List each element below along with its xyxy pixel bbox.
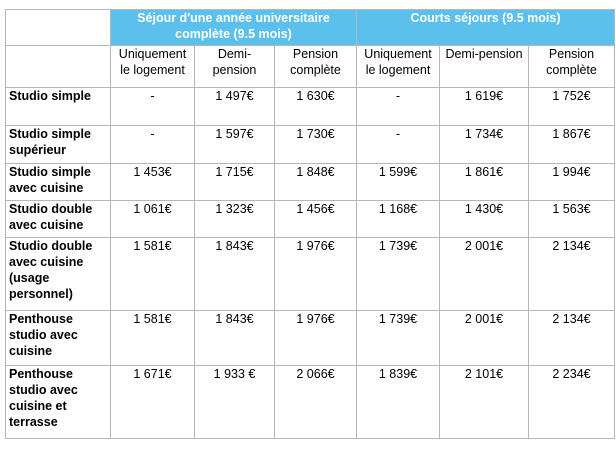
table-row — [6, 366, 615, 439]
price-cell: 1 843€ — [195, 311, 275, 366]
price-cell: - — [111, 126, 195, 164]
price-cell: 1 839€ — [357, 366, 440, 439]
price-cell: 1 430€ — [440, 201, 529, 238]
col-header-accommodation-only: Uniquement le logement — [111, 46, 195, 88]
price-cell: - — [357, 88, 440, 126]
table-row — [6, 126, 615, 164]
row-label: Studio simple avec cuisine — [6, 164, 111, 201]
price-cell: 1 597€ — [195, 126, 275, 164]
group-header-full-year: Séjour d'une année universitaire complète (9.5 mois) — [111, 10, 357, 46]
corner-cell — [6, 10, 111, 46]
col-header-accommodation-only: Uniquement le logement — [357, 46, 440, 88]
pricing-table — [5, 9, 615, 439]
price-cell: 1 630€ — [275, 88, 357, 126]
row-label: Studio double avec cuisine — [6, 201, 111, 238]
row-label: Studio simple — [6, 88, 111, 126]
price-cell: - — [357, 126, 440, 164]
price-cell: 2 234€ — [529, 366, 615, 439]
price-cell: 2 001€ — [440, 238, 529, 311]
price-cell: 1 734€ — [440, 126, 529, 164]
row-label: Studio double avec cuisine (usage personnel) — [6, 238, 111, 311]
price-cell: 1 715€ — [195, 164, 275, 201]
table-row — [6, 164, 615, 201]
price-cell: 2 134€ — [529, 311, 615, 366]
price-cell: 1 671€ — [111, 366, 195, 439]
col-header-half-board: Demi-pension — [440, 46, 529, 88]
price-cell: 1 933 € — [195, 366, 275, 439]
price-cell: 1 581€ — [111, 311, 195, 366]
price-cell: 1 061€ — [111, 201, 195, 238]
row-label: Studio simple supérieur — [6, 126, 111, 164]
price-cell: 1 739€ — [357, 311, 440, 366]
price-cell: 2 066€ — [275, 366, 357, 439]
price-cell: 1 323€ — [195, 201, 275, 238]
price-cell: 1 563€ — [529, 201, 615, 238]
price-cell: 1 453€ — [111, 164, 195, 201]
price-cell: 1 861€ — [440, 164, 529, 201]
price-cell: 1 168€ — [357, 201, 440, 238]
price-cell: 1 843€ — [195, 238, 275, 311]
row-label: Penthouse studio avec cuisine et terrasse — [6, 366, 111, 439]
price-cell: 1 739€ — [357, 238, 440, 311]
price-cell: 1 619€ — [440, 88, 529, 126]
price-cell: 1 730€ — [275, 126, 357, 164]
price-cell: 1 497€ — [195, 88, 275, 126]
corner-cell-2 — [6, 46, 111, 88]
group-header-short-stay: Courts séjours (9.5 mois) — [357, 10, 615, 46]
price-cell: 1 848€ — [275, 164, 357, 201]
row-label: Penthouse studio avec cuisine — [6, 311, 111, 366]
price-cell: 1 976€ — [275, 311, 357, 366]
price-cell: 1 752€ — [529, 88, 615, 126]
table-row — [6, 311, 615, 366]
price-cell: 2 101€ — [440, 366, 529, 439]
table-row — [6, 88, 615, 126]
price-cell: 2 001€ — [440, 311, 529, 366]
table-row — [6, 238, 615, 311]
col-header-full-board: Pension complète — [275, 46, 357, 88]
price-cell: 1 599€ — [357, 164, 440, 201]
price-cell: 1 867€ — [529, 126, 615, 164]
price-cell: 2 134€ — [529, 238, 615, 311]
price-cell: 1 581€ — [111, 238, 195, 311]
price-cell: - — [111, 88, 195, 126]
price-cell: 1 994€ — [529, 164, 615, 201]
price-cell: 1 456€ — [275, 201, 357, 238]
col-header-half-board: Demi-pension — [195, 46, 275, 88]
col-header-full-board: Pension complète — [529, 46, 615, 88]
price-cell: 1 976€ — [275, 238, 357, 311]
table-row — [6, 201, 615, 238]
